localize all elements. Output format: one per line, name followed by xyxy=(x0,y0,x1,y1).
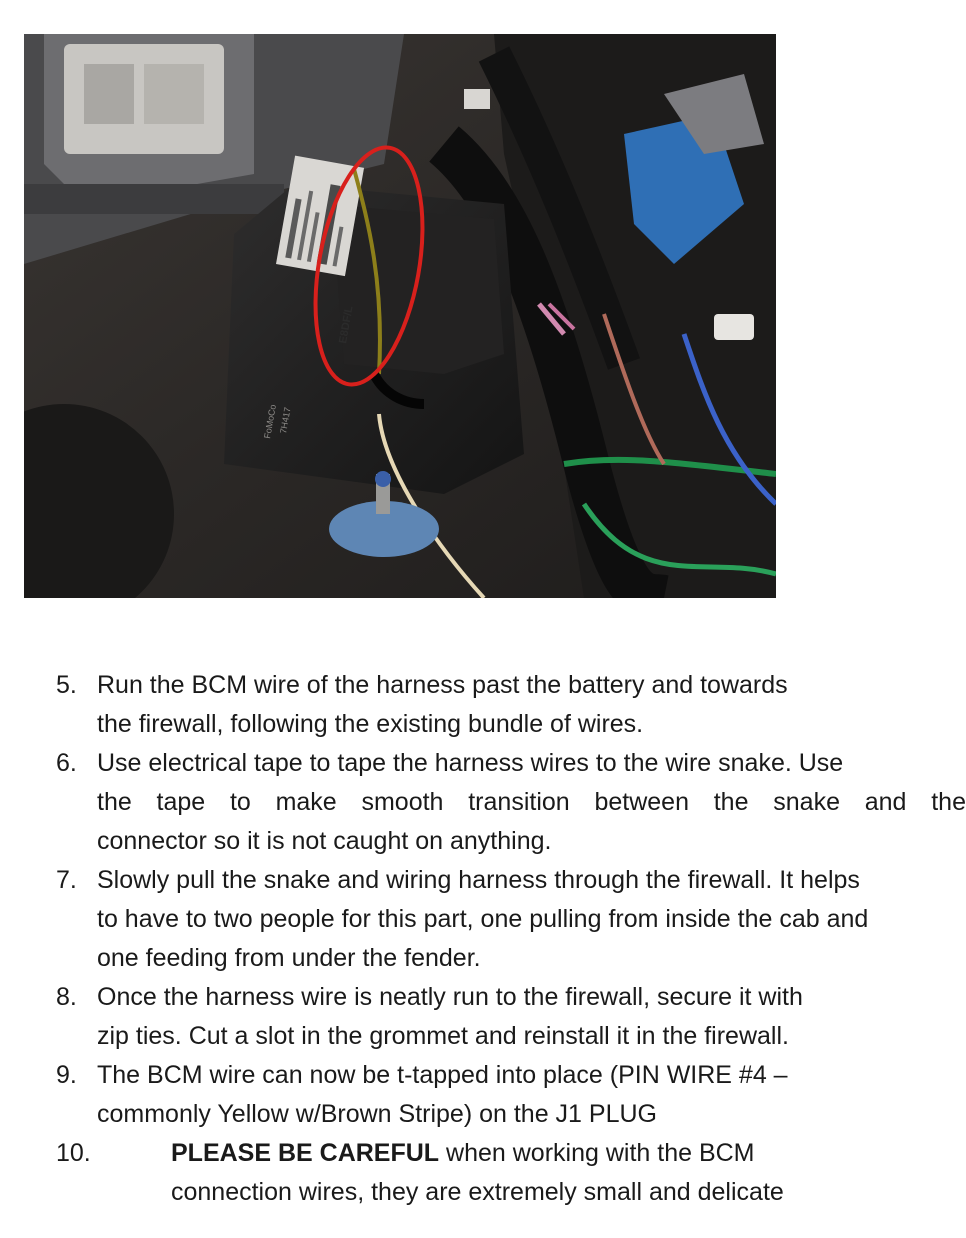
module-brand: FoMoCo xyxy=(262,403,278,440)
step-10 xyxy=(56,1134,966,1212)
step-number: 8. xyxy=(56,983,77,1011)
step-text: zip ties. Cut a slot in the grommet and reinstall it in the firewall. xyxy=(97,1022,789,1050)
step-5 xyxy=(56,666,966,744)
instruction-list xyxy=(56,666,966,1212)
step-text: Slowly pull the snake and wiring harness through the firewall. It helps xyxy=(97,866,860,894)
module-part-number: E8DF/L xyxy=(337,305,356,345)
bcm-wiring-photo xyxy=(24,34,776,598)
step-number: 7. xyxy=(56,866,77,894)
step-text: Run the BCM wire of the harness past the battery and towards xyxy=(97,671,788,699)
step-9 xyxy=(56,1056,966,1134)
module-code: 7H417 xyxy=(278,406,293,435)
step-number: 10. xyxy=(56,1139,91,1167)
step-number: 9. xyxy=(56,1061,77,1089)
step-text: one feeding from under the fender. xyxy=(97,944,481,972)
step-number: 5. xyxy=(56,671,77,699)
step-6 xyxy=(56,744,966,861)
step-text: commonly Yellow w/Brown Stripe) on the J1 PLUG xyxy=(97,1100,657,1128)
step-text: to have to two people for this part, one pulling from inside the cab and xyxy=(97,905,869,933)
step-number: 6. xyxy=(56,749,77,777)
warning-text: PLEASE BE CAREFUL xyxy=(171,1139,440,1167)
step-text: The BCM wire can now be t-tapped into place (PIN WIRE #4 – xyxy=(97,1061,788,1089)
step-text: connection wires, they are extremely small and delicate xyxy=(171,1178,784,1206)
step-7 xyxy=(56,861,966,978)
step-text: when working with the BCM xyxy=(439,1139,755,1167)
step-8 xyxy=(56,978,966,1056)
step-text: connector so it is not caught on anything. xyxy=(97,827,552,855)
step-text: the firewall, following the existing bundle of wires. xyxy=(97,710,644,738)
step-text: Once the harness wire is neatly run to the firewall, secure it with xyxy=(97,983,803,1011)
step-text: the tape to make smooth transition between the snake and the xyxy=(97,788,966,816)
step-text: Use electrical tape to tape the harness wires to the wire snake. Use xyxy=(97,749,844,777)
